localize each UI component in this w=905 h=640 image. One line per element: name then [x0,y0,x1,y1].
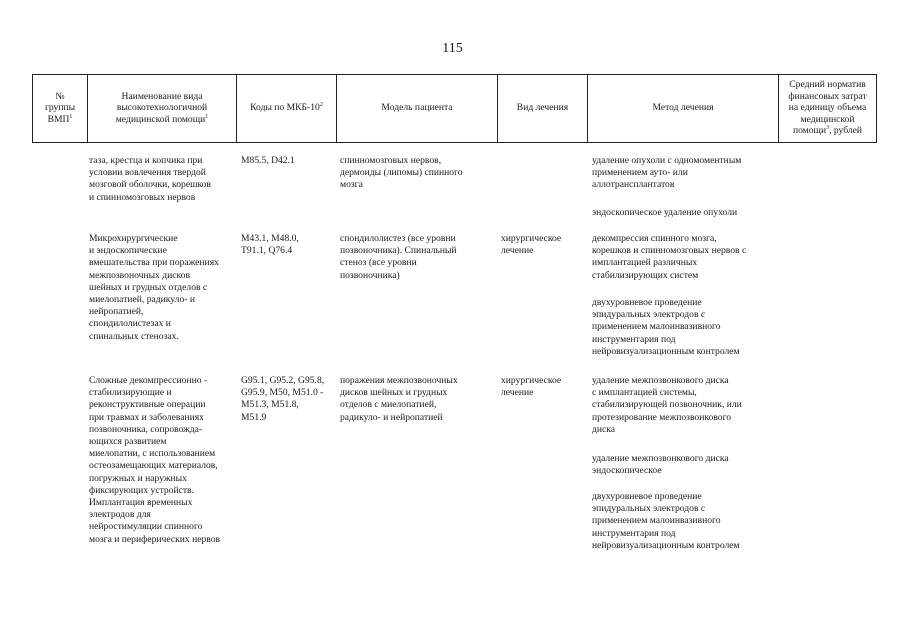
header-group-number: № группы ВМП$^1$ [32,74,87,142]
row-3-care-type: Сложные декомпрессионно - стабилизирующие и реконструктивные операции при травмах и заболеваниях позвоночника, сопровожда- ющихся развитием миелопатии, с использованием остеозамещающих материалов, погружных и наружных фиксирующих устройств. Имплантация временных электродов для нейростимуляции спинного мозга и периферических нервов [89,375,221,545]
row-2-icd-codes: M43.1, M48.0, T91.1, Q76.4 [241,233,299,257]
header-treatment-type: Вид лечения [497,74,587,142]
row-1-method-2: эндоскопическое удаление опухоли [592,207,738,218]
header-cost-norm: Средний норматив финансовых затрат на единицу объема медицинской помощи$^3$, рублей [778,74,876,142]
table-right-border [876,74,877,142]
row-1-care-type: таза, крестца и копчика при условии вовлечения твердой мозговой оболочки, корешков и спинномозговых нервов [89,155,211,203]
page-number: 115 [442,41,463,56]
row-2-treatment-type: хирургическое лечение [501,233,562,257]
row-2-patient-model: спондилолистез (все уровни позвоночника). Спинальный стеноз (все уровни позвоночника) [340,233,457,281]
header-care-type: Наименование вида высокотехнологичной медицинской помощи$^1$ [87,74,236,142]
row-2-method-2: двухуровневое проведение эпидуральных электродов с применением малоинвазивного инструментария под нейровизуализационным контролем [592,297,740,357]
row-3-method-1: удаление межпозвонкового диска с имплантацией системы, стабилизирующей позвоночник, или протезирование межпозвонкового диска [592,375,742,435]
row-1-patient-model: спинномозговых нервов, дермоиды (липомы) спинного мозга [340,155,463,191]
header-patient-model: Модель пациента [336,74,497,142]
row-3-treatment-type: хирургическое лечение [501,375,562,399]
header-icd-codes: Коды по МКБ-$10^2$ [236,74,336,142]
row-1-icd-codes: M85.5, D42.1 [241,155,295,166]
row-2-method-1: декомпрессия спинного мозга, корешков и спинномозговых нервов с имплантацией различных стабилизирующих систем [592,233,747,281]
row-3-patient-model: поражения межпозвоночных дисков шейных и грудных отделов с миелопатией, радикуло- и нейропатией [340,375,458,423]
row-1-method-1: удаление опухоли с одномоментным применением ауто- или аллотрансплантатов [592,155,742,191]
row-3-method-3: двухуровневое проведение эпидуральных электродов с применением малоинвазивного инструментария под нейровизуализационным контролем [592,491,740,551]
header-bottom-border [32,142,877,143]
row-3-icd-codes: G95.1, G95.2, G95.8, G95.9, M50, M51.0 - M51.3, M51.8, M51.9 [241,375,325,423]
row-3-method-2: удаление межпозвонкового диска эндоскопическое [592,453,729,477]
row-2-care-type: Микрохирургические и эндоскопические вмешательства при поражениях межпозвоночных дисков шейных и грудных отделов с миелопатией, радикуло- и нейропатией, спондилолистезах и спинальных стенозах. [89,233,219,342]
header-treatment-method: Метод лечения [587,74,778,142]
